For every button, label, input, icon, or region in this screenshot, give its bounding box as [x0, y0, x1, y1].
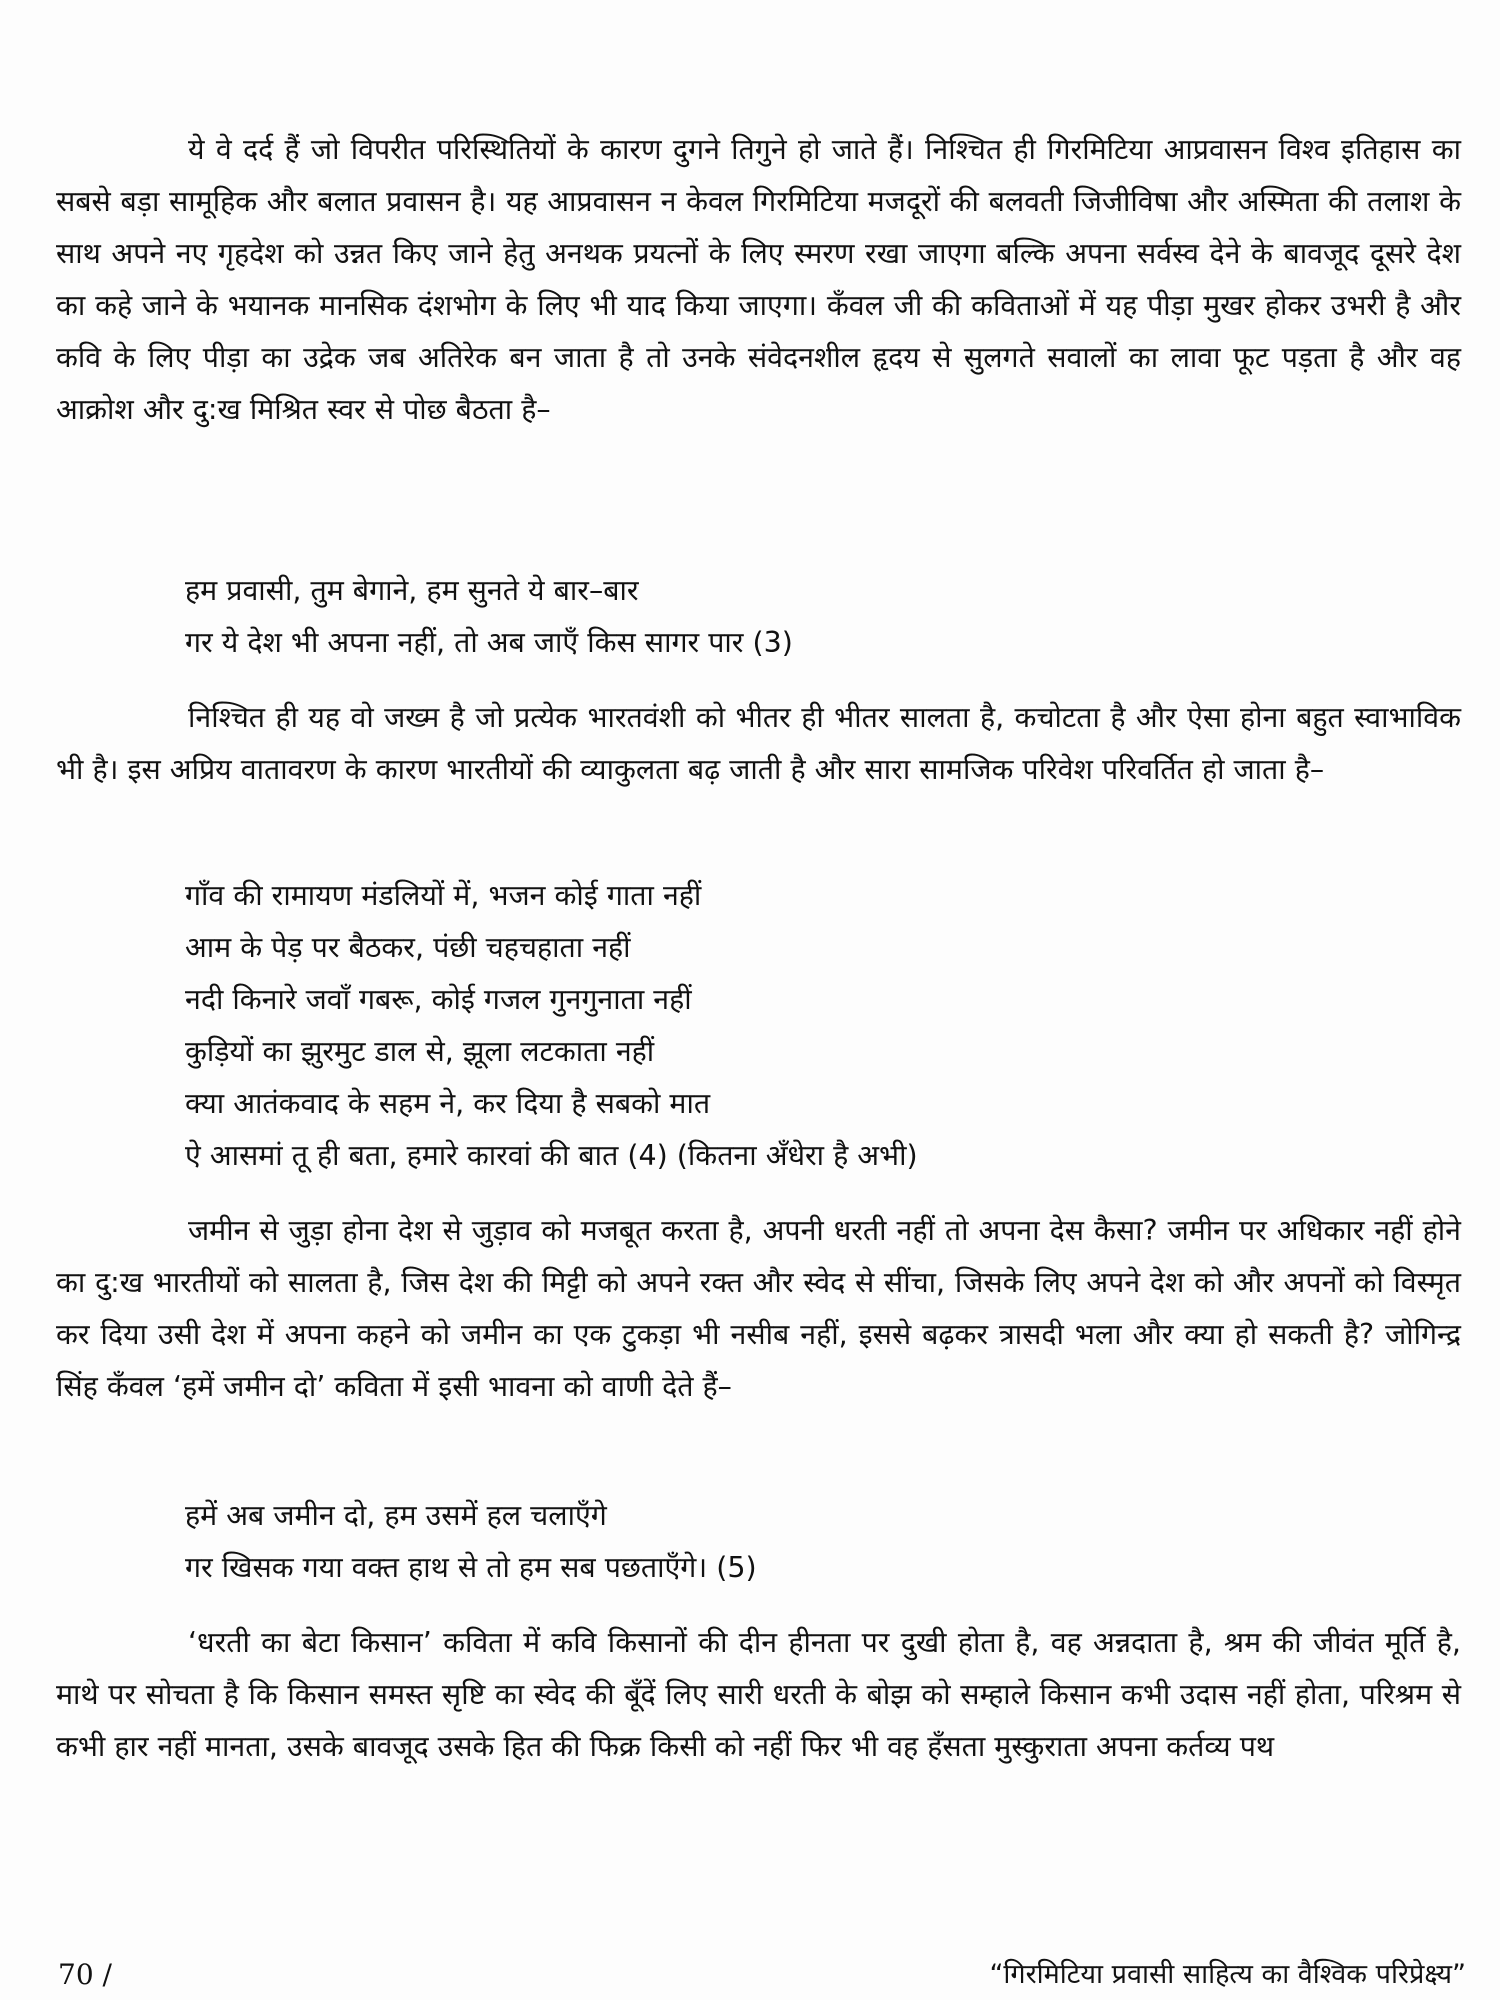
verse-block-1	[185, 565, 1385, 669]
verse-line: आम के पेड़ पर बैठकर, पंछी चहचहाता नहीं	[185, 931, 631, 964]
verse-line: ऐ आसमां तू ही बता, हमारे कारवां की बात (4) (कितना अँधेरा है अभी)	[185, 1139, 918, 1172]
verse-line: कुड़ियों का झुरमुट डाल से, झूला लटकाता नहीं	[185, 1035, 655, 1068]
running-footer-title: “गिरमिटिया प्रवासी साहित्य का वैश्विक परिप्रेक्ष्य”	[989, 1959, 1466, 1990]
verse-line: हमें अब जमीन दो, हम उसमें हल चलाएँगे	[185, 1499, 607, 1532]
verse-line: नदी किनारे जवाँ गबरू, कोई गजल गुनगुनाता नहीं	[185, 983, 692, 1016]
paragraph-4	[56, 1617, 1461, 1773]
verse-line: गाँव की रामायण मंडलियों में, भजन कोई गाता नहीं	[185, 879, 702, 912]
paragraph-3: जमीन से जुड़ा होना देश से जुड़ाव को मजबूत करता है, अपनी धरती नहीं तो अपना देस कैसा? जमीन पर अधिकार नहीं होने का दु:ख भारतीयों को सालता है, जिस देश की मिट्टी को अपने रक्त और स्वेद से सींचा, जिसके लिए अपने देश को और अपनों को विस्मृत कर दिया उसी देश में अपना कहने को जमीन का एक टुकड़ा भी नसीब नहीं, इससे बढ़कर त्रासदी भला और क्या हो सकती है? जोगिन्द्र सिंह कँवल ‘हमें जमीन दो’ कविता में इसी भावना को वाणी देते हैं–	[56, 1214, 1461, 1403]
verse-block-2	[185, 870, 1385, 1182]
verse-line: क्या आतंकवाद के सहम ने, कर दिया है सबको मात	[185, 1087, 711, 1120]
paragraph-2: निश्चित ही यह वो जख्म है जो प्रत्येक भारतवंशी को भीतर ही भीतर सालता है, कचोटता है और ऐसा होना बहुत स्वाभाविक भी है। इस अप्रिय वातावरण के कारण भारतीयों की व्याकुलता बढ़ जाती है और सारा सामजिक परिवेश परिवर्तित हो जाता है–	[56, 701, 1461, 786]
verse-line: गर खिसक गया वक्त हाथ से तो हम सब पछताएँगे। (5)	[185, 1551, 757, 1584]
verse-block-3	[185, 1490, 1385, 1594]
paragraph-1: ये वे दर्द हैं जो विपरीत परिस्थितियों के कारण दुगने तिगुने हो जाते हैं। निश्चित ही गिरमिटिया आप्रवासन विश्व इतिहास का सबसे बड़ा सामूहिक और बलात प्रवासन है। यह आप्रवासन न केवल गिरमिटिया मजदूरों की बलवती जिजीविषा और अस्मिता की तलाश के साथ अपने नए गृहदेश को उन्नत किए जाने हेतु अनथक प्रयत्नों के लिए स्मरण रखा जाएगा बल्कि अपना सर्वस्व देने के बावजूद दूसरे देश का कहे जाने के भयानक मानसिक दंशभोग के लिए भी याद किया जाएगा। कँवल जी की कविताओं में यह पीड़ा मुखर होकर उभरी है और कवि के लिए पीड़ा का उद्रेक जब अतिरेक बन जाता है तो उनके संवेदनशील हृदय से सुलगते सवालों का लावा फूट पड़ता है और वह आक्रोश और दु:ख मिश्रित स्वर से पोछ बैठता है–	[56, 133, 1461, 426]
verse-line: हम प्रवासी, तुम बेगाने, हम सुनते ये बार–बार	[185, 574, 639, 607]
verse-line: गर ये देश भी अपना नहीं, तो अब जाएँ किस सागर पार (3)	[185, 626, 793, 659]
paragraph-4-text: ‘धरती का बेटा किसान’ कविता में कवि किसानों की दीन हीनता पर दुखी होता है, वह अन्नदाता है, श्रम की जीवंत मूर्ति है, माथे पर सोचता है कि किसान समस्त सृष्टि का स्वेद की बूँदें लिए सारी धरती के बोझ को सम्हाले किसान कभी उदास नहीं होता, परिश्रम से कभी हार नहीं मानता, उसके बावजूद उसके हित की फिक्र किसी को नहीं फिर भी वह हँसता मुस्कुराता अपना कर्तव्य पथ	[56, 1626, 1461, 1763]
page-number: 70 /	[58, 1958, 112, 1991]
